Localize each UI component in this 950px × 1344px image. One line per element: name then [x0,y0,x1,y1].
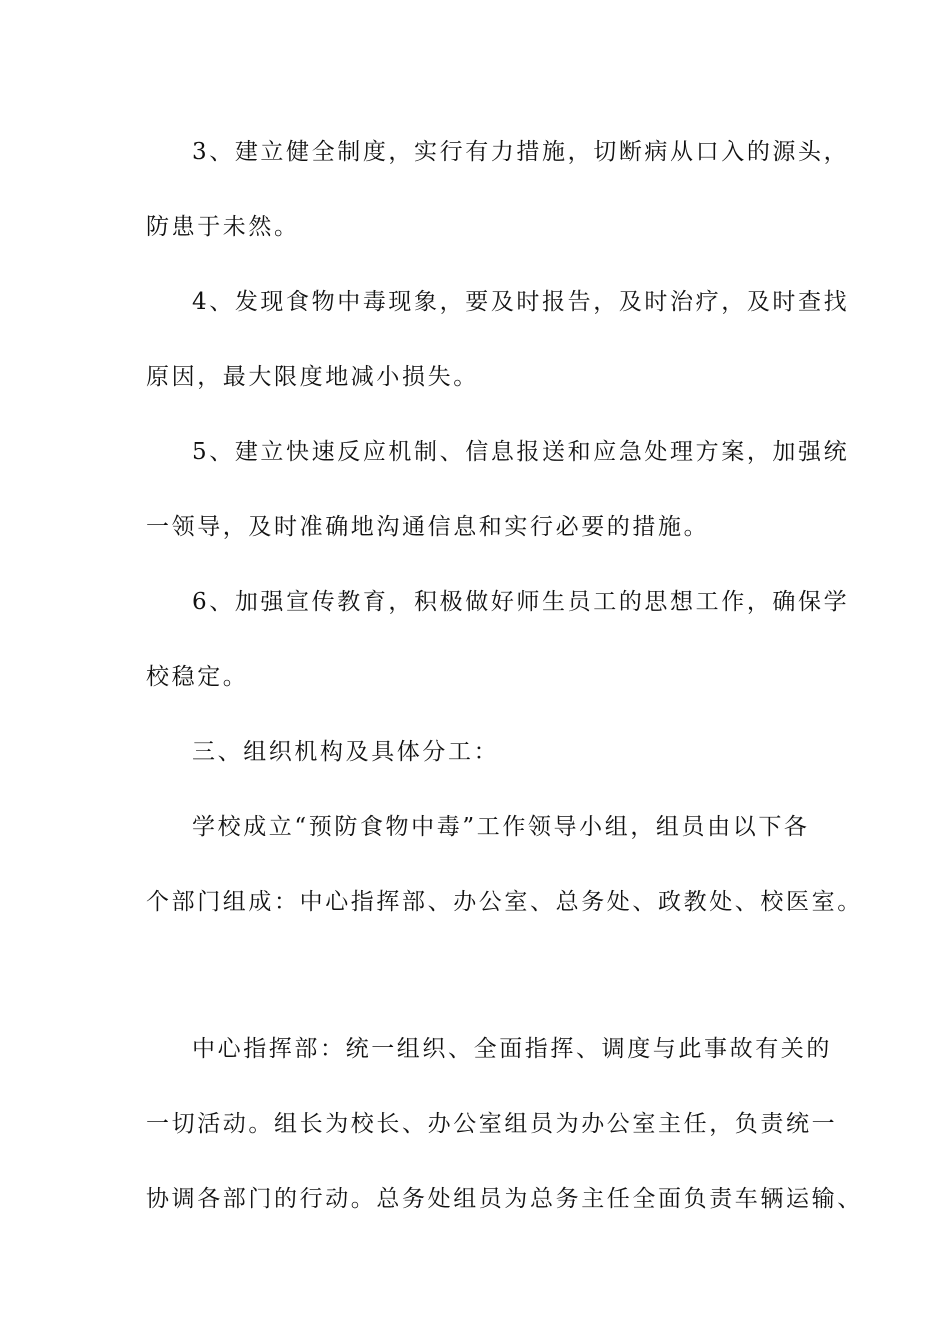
paragraph-line: 一切活动。组长为校长、办公室组员为办公室主任，负责统一 [146,1111,838,1137]
paragraph-line: 防患于未然。 [146,214,300,240]
paragraph-line: 原因，最大限度地减小损失。 [146,364,479,390]
paragraph-line: 协调各部门的行动。总务处组员为总务主任全面负责车辆运输、 [146,1186,863,1212]
paragraph-line: 一领导，及时准确地沟通信息和实行必要的措施。 [146,514,710,540]
section-heading-text: 三、组织机构及具体分工： [192,739,500,765]
paragraph-line: 学校成立“预防食物中毒”工作领导小组，组员由以下各 [192,814,810,840]
paragraph-line: 3、建立健全制度，实行有力措施，切断病从口入的源头， [192,139,850,165]
paragraph-line: 校稳定。 [146,664,249,690]
paragraph-line: 中心指挥部：统一组织、全面指挥、调度与此事故有关的 [192,1036,832,1062]
paragraph-line: 4、发现食物中毒现象，要及时报告，及时治疗，及时查找 [192,289,850,315]
paragraph-line: 个部门组成：中心指挥部、办公室、总务处、政教处、校医室。 [146,889,863,915]
paragraph-line: 5、建立快速反应机制、信息报送和应急处理方案，加强统 [192,439,850,465]
paragraph-line: 6、加强宣传教育，积极做好师生员工的思想工作，确保学 [192,589,850,615]
